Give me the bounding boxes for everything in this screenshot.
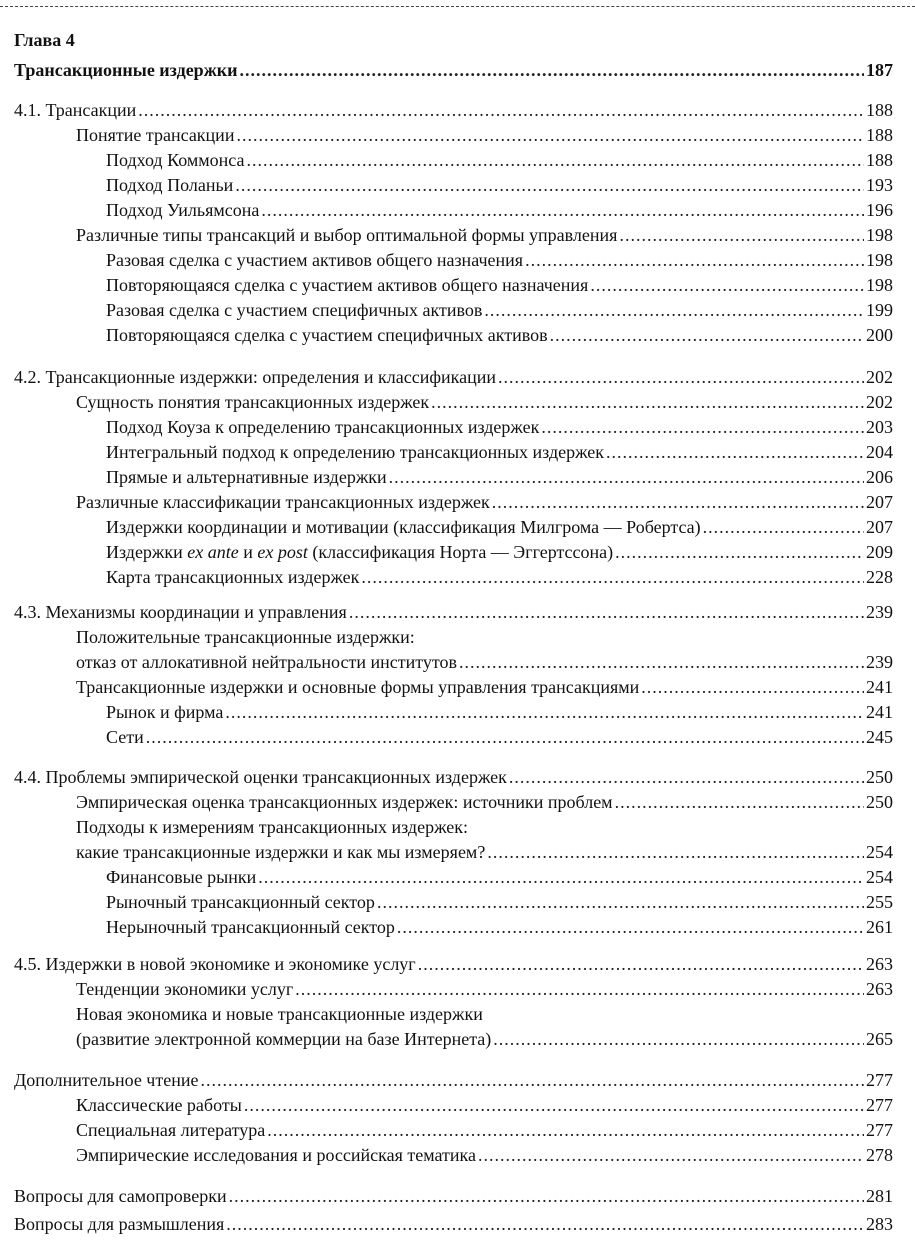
toc-entry[interactable]	[76, 490, 893, 514]
toc-entry[interactable]	[106, 540, 893, 564]
toc-entry-title: Сущность понятия трансакционных издержек	[76, 392, 430, 412]
toc-page-number: 196	[866, 200, 893, 220]
leader-dots	[431, 390, 864, 414]
leader-dots	[615, 540, 864, 564]
toc-entry-title: Специальная литература	[76, 1120, 266, 1140]
leader-dots	[641, 675, 864, 699]
toc-page-number: 228	[866, 567, 893, 587]
toc-entry[interactable]	[76, 123, 893, 147]
toc-page-number: 278	[866, 1145, 893, 1165]
toc-entry-title: Понятие трансакции	[76, 125, 235, 145]
leader-dots	[244, 1093, 864, 1117]
toc-entry-title: Вопросы для размышления	[14, 1214, 225, 1234]
toc-entry-title: Трансакционные издержки и основные формы управления трансакциями	[76, 677, 640, 697]
toc-entry[interactable]	[76, 790, 893, 814]
toc-entry-title: Эмпирические исследования и российская тематика	[76, 1145, 476, 1165]
toc-page-number: 198	[866, 275, 893, 295]
leader-dots	[509, 765, 864, 789]
leader-dots	[258, 865, 864, 889]
toc-page-number: 277	[866, 1070, 893, 1090]
toc-page-number: 245	[866, 727, 893, 747]
toc-page-number: 254	[866, 867, 893, 887]
toc-entry-title: Карта трансакционных издержек	[106, 567, 360, 587]
leader-dots	[261, 198, 864, 222]
toc-entry-title: 4.5. Издержки в новой экономике и экономике услуг	[14, 954, 416, 974]
leader-dots	[397, 915, 864, 939]
leader-dots	[590, 273, 864, 297]
toc-entry-line: Новая экономика и новые трансакционные издержки	[76, 1004, 483, 1024]
leader-dots	[295, 977, 864, 1001]
toc-entry[interactable]	[106, 515, 893, 539]
toc-entry-title: Подход Коуза к определению трансакционных издержек	[106, 417, 540, 437]
toc-page-number: 206	[866, 467, 893, 487]
title-part: и	[238, 542, 258, 562]
toc-entry[interactable]	[76, 977, 893, 1001]
toc-page-number: 255	[866, 892, 893, 912]
toc-page-number: 277	[866, 1120, 893, 1140]
toc-entry-title: 4.4. Проблемы эмпирической оценки трансакционных издержек	[14, 767, 507, 787]
toc-entry-title: Повторяющаяся сделка с участием специфичных активов	[106, 325, 548, 345]
leader-dots	[615, 790, 864, 814]
toc-entry-self-check[interactable]	[14, 1184, 893, 1208]
toc-page-number: 254	[866, 842, 893, 862]
toc-entry-title: 4.3. Механизмы координации и управления	[14, 602, 347, 622]
toc-entry[interactable]	[106, 198, 893, 222]
toc-page-number: 200	[866, 325, 893, 345]
toc-entry[interactable]	[106, 248, 893, 272]
toc-entry-title: (развитие электронной коммерции на базе Интернета)	[76, 1029, 492, 1049]
toc-entry-title: Подход Уильямсона	[106, 200, 260, 220]
leader-dots	[377, 890, 864, 914]
leader-dots	[525, 248, 864, 272]
toc-page-number: 198	[866, 250, 893, 270]
toc-entry-title: Издержки координации и мотивации (классификация Милгрома — Робертса)	[106, 517, 701, 537]
toc-entry-title: 4.1. Трансакции	[14, 100, 137, 120]
toc-entry-title: Подход Коммонса	[106, 150, 245, 170]
toc-page-number: 263	[866, 954, 893, 974]
leader-dots	[267, 1118, 864, 1142]
toc-entry-chapter-title[interactable]	[14, 58, 893, 82]
leader-dots	[492, 490, 864, 514]
toc-page-number: 209	[866, 542, 893, 562]
toc-page-number: 250	[866, 792, 893, 812]
toc-entry[interactable]	[76, 650, 893, 674]
toc-entry[interactable]	[106, 725, 893, 749]
toc-entry-title: Вопросы для самопроверки	[14, 1186, 227, 1206]
toc-entry[interactable]	[106, 700, 893, 724]
toc-page-number: 277	[866, 1095, 893, 1115]
leader-dots	[493, 1027, 864, 1051]
leader-dots	[484, 298, 864, 322]
toc-page-number: 283	[866, 1214, 893, 1234]
toc-entry-title: Интегральный подход к определению трансакционных издержек	[106, 442, 605, 462]
toc-page-number: 199	[866, 300, 893, 320]
toc-entry[interactable]	[106, 890, 893, 914]
toc-entry[interactable]	[76, 223, 893, 247]
toc-entry[interactable]	[106, 465, 893, 489]
leader-dots	[606, 440, 864, 464]
toc-entry[interactable]	[76, 675, 893, 699]
title-italic-part: ex ante	[187, 542, 239, 562]
toc-entry-4-4[interactable]	[14, 765, 893, 789]
toc-entry[interactable]	[106, 298, 893, 322]
leader-dots	[226, 1212, 864, 1236]
toc-page-number: 281	[866, 1186, 893, 1206]
toc-page-number: 239	[866, 602, 893, 622]
title-part: (классификация Норта — Эггертссона)	[307, 542, 614, 562]
toc-entry-title: Прямые и альтернативные издержки	[106, 467, 387, 487]
leader-dots	[478, 1143, 864, 1167]
title-italic-part: ex post	[257, 542, 308, 562]
toc-page-number: 263	[866, 979, 893, 999]
toc-entry-title: Разовая сделка с участием активов общего назначения	[106, 250, 524, 270]
toc-entry-reflection[interactable]	[14, 1212, 893, 1236]
leader-dots	[225, 700, 864, 724]
toc-entry-title: Рыночный трансакционный сектор	[106, 892, 375, 912]
toc-entry-title: Классические работы	[76, 1095, 242, 1115]
toc-entry-4-5[interactable]	[14, 952, 893, 976]
toc-entry-extra-reading[interactable]	[14, 1068, 893, 1092]
toc-entry-title: Рынок и фирма	[106, 702, 224, 722]
toc-entry[interactable]	[76, 1143, 893, 1167]
toc-entry-title: Различные типы трансакций и выбор оптимальной формы управления	[76, 225, 618, 245]
toc-page-number: 202	[866, 367, 893, 387]
leader-dots	[229, 1184, 864, 1208]
toc-entry-4-3[interactable]	[14, 600, 893, 624]
toc-entry[interactable]	[76, 1093, 893, 1117]
toc-page-number: 207	[866, 517, 893, 537]
toc-entry-title: Разовая сделка с участием специфичных активов	[106, 300, 483, 320]
toc-entry-title: отказ от аллокативной нейтральности институтов	[76, 652, 457, 672]
leader-dots	[498, 365, 864, 389]
toc-page-number: 188	[866, 100, 893, 120]
leader-dots	[349, 600, 864, 624]
toc-entry-title	[106, 540, 613, 564]
toc-page-number: 193	[866, 175, 893, 195]
toc-entry-title: Нерыночный трансакционный сектор	[106, 917, 395, 937]
leader-dots	[389, 465, 864, 489]
leader-dots	[550, 323, 864, 347]
toc-entry[interactable]	[106, 565, 893, 589]
toc-entry[interactable]	[106, 440, 893, 464]
toc-page-number: 250	[866, 767, 893, 787]
leader-dots	[619, 223, 864, 247]
toc-page-number: 265	[866, 1029, 893, 1049]
toc-entry[interactable]	[76, 1118, 893, 1142]
toc-entry-4-1[interactable]	[14, 98, 893, 122]
toc-page-number: 207	[866, 492, 893, 512]
toc-entry[interactable]	[106, 323, 893, 347]
leader-dots	[236, 123, 864, 147]
toc-page-number: 198	[866, 225, 893, 245]
toc-entry-title: какие трансакционные издержки и как мы измеряем?	[76, 842, 486, 862]
leader-dots	[541, 415, 864, 439]
toc-page-number: 239	[866, 652, 893, 672]
toc-entry-title: Подход Поланьи	[106, 175, 234, 195]
toc-entry-title: Дополнительное чтение	[14, 1070, 199, 1090]
toc-entry-line: Подходы к измерениям трансакционных издержек:	[76, 817, 469, 837]
toc-page-number: 203	[866, 417, 893, 437]
toc-entry[interactable]	[106, 915, 893, 939]
leader-dots	[418, 952, 864, 976]
toc-page-number: 204	[866, 442, 893, 462]
leader-dots	[235, 173, 864, 197]
toc-entry[interactable]	[106, 173, 893, 197]
toc-entry-title: 4.2. Трансакционные издержки: определения и классификации	[14, 367, 497, 387]
leader-dots	[246, 148, 864, 172]
toc-page-number: 188	[866, 150, 893, 170]
leader-dots	[459, 650, 864, 674]
toc-entry-title: Различные классификации трансакционных издержек	[76, 492, 490, 512]
toc-entry[interactable]	[76, 840, 893, 864]
toc-entry-title: Тенденции экономики услуг	[76, 979, 294, 999]
toc-entry-title: Эмпирическая оценка трансакционных издержек: источники проблем	[76, 792, 613, 812]
toc-entry[interactable]	[106, 865, 893, 889]
toc-entry[interactable]	[76, 390, 893, 414]
toc-page-number: 241	[866, 677, 893, 697]
toc-page-number: 241	[866, 702, 893, 722]
toc-entry-title: Финансовые рынки	[106, 867, 257, 887]
toc-page-number: 188	[866, 125, 893, 145]
toc-entry-4-2[interactable]	[14, 365, 893, 389]
toc-page-number: 261	[866, 917, 893, 937]
toc-page-number: 187	[866, 60, 893, 80]
leader-dots	[200, 1068, 864, 1092]
toc-entry[interactable]	[76, 1027, 893, 1051]
toc-entry[interactable]	[106, 148, 893, 172]
title-part: Издержки	[106, 542, 188, 562]
toc-entry-title: Сети	[106, 727, 144, 747]
leader-dots	[240, 58, 865, 82]
chapter-label: Глава 4	[14, 30, 75, 50]
toc-page-number: 202	[866, 392, 893, 412]
leader-dots	[703, 515, 864, 539]
leader-dots	[487, 840, 864, 864]
toc-entry-line: Положительные трансакционные издержки:	[76, 627, 415, 647]
toc-entry-title: Трансакционные издержки	[14, 60, 238, 80]
leader-dots	[146, 725, 864, 749]
toc-entry-title: Повторяющаяся сделка с участием активов общего назначения	[106, 275, 589, 295]
leader-dots	[138, 98, 864, 122]
leader-dots	[361, 565, 864, 589]
toc-entry[interactable]	[106, 273, 893, 297]
toc-entry[interactable]	[106, 415, 893, 439]
